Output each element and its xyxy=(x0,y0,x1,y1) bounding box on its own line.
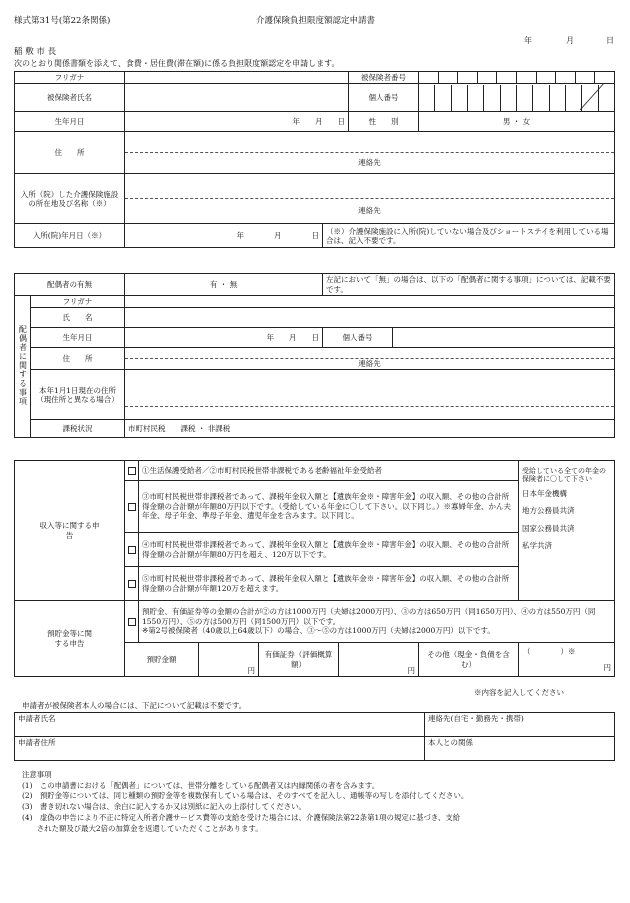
opt4-checkbox[interactable] xyxy=(125,533,139,567)
facility-label: 入所（院）した介護保険施設の所在地及び名称（※） xyxy=(15,174,125,224)
note-item: (1) この申請書における「配偶者」については、世帯分離をしている配偶者又は内縁関係の者を含みます。 xyxy=(22,780,380,790)
note-item: された額及び最大2倍の加算金を返還していただくことがあります。 xyxy=(22,823,263,833)
tax-status-field[interactable]: 市町村民税 課税 ・ 非課税 xyxy=(125,420,615,438)
insured-name-field[interactable] xyxy=(125,84,349,112)
spouse-name-label: 氏 名 xyxy=(31,308,125,328)
opt5-text: ⑤市町村民税世帯非課税者であって、課税年金収入額と【遺族年金※・障害年金】の収入額、その他の合計所得金額の合計額が年額120万を超えます。 xyxy=(139,567,519,601)
date-day: 日 xyxy=(606,36,614,45)
savings-label: 預貯金等に関する申告 xyxy=(15,601,125,677)
applicant-relation-field[interactable]: 本人との関係 xyxy=(425,737,615,761)
income-label: 収入等に関する申告 xyxy=(15,461,125,601)
spouse-birth-field[interactable]: 年 月 日 xyxy=(125,328,323,348)
opt4-text: ④市町村民税世帯非課税者であって、課税年金収入額と【遺族年金※・障害年金】の収入額、その他の合計所得金額の合計額が年額80万円を超え、120万以下です。 xyxy=(139,533,519,567)
intro-text: 次のとおり関係書類を添えて、食費・居住費(滞在額)に係る負担限度額認定を申請します。 xyxy=(14,59,340,68)
entry-note: （※）介護保険施設に入所(院)していない場合及びショートステイを利用している場合は、記入不要です。 xyxy=(323,224,615,248)
opt3-checkbox[interactable] xyxy=(125,481,139,533)
notes-heading: 注意事項 xyxy=(22,770,52,779)
opt1-checkbox[interactable] xyxy=(125,461,139,481)
spouse-personal-no-field[interactable] xyxy=(393,328,615,348)
savings-text: 預貯金、有価証券等の金額の合計が②の方は1000万円（夫婦は2000万円）、③の方は650万円（同1650万円）、④の方は550万円（同1550万円）、⑤の方は500万円（同1500万円）以下です。 ※第2号被保険者（40歳以上64歳以下）の場合、③～⑤の方は1000万円（夫婦は2000万円）以下です。 xyxy=(139,601,615,643)
page-title: 介護保険負担限度額認定申請書 xyxy=(256,16,376,26)
spouse-personal-no-label: 個人番号 xyxy=(323,328,393,348)
applicant-name-field[interactable]: 申請者氏名 xyxy=(15,713,425,737)
applicant-note: 申請者が被保険者本人の場合には、下記について記載は不要です。 xyxy=(22,701,247,710)
diagonal-slash xyxy=(580,84,614,111)
facility-field[interactable]: 連絡先 xyxy=(125,174,615,224)
insured-no-field[interactable] xyxy=(419,72,615,84)
notes-section xyxy=(22,770,468,834)
insured-name-label: 被保険者氏名 xyxy=(15,84,125,112)
spouse-presence-label: 配偶者の有無 xyxy=(15,274,125,296)
entry-date-label: 入所(院)年月日（※） xyxy=(15,224,125,248)
entry-date-field[interactable]: 年 月 日 xyxy=(125,224,323,248)
spouse-jan1-label: 本年1月1日現在の住所（現住所と異なる場合） xyxy=(31,370,125,420)
spouse-presence-field[interactable]: 有 ・ 無 xyxy=(125,274,323,296)
spouse-address-label: 住 所 xyxy=(31,348,125,370)
date-year: 年 xyxy=(524,36,532,45)
opt3-text: ③市町村民税世帯非課税者であって、課税年金収入額と【遺族年金※・障害年金】の収入額、その他の合計所得金額の合計額が年額80万円以下です。（受給している年金に〇して下さい。以下同じ。）※寡婦年金、かん夫年金、母子年金、準母子年金、遺児年金を含みます。以下同じ。 xyxy=(139,481,519,533)
pension-2[interactable]: 地方公務員共済 xyxy=(522,506,575,516)
furigana-label: フリガナ xyxy=(15,72,125,84)
pension-4[interactable]: 私学共済 xyxy=(522,541,553,551)
spouse-presence-note: 左記において「無」の場合は、以下の「配偶者に関する事項」については、記載不要です。 xyxy=(323,274,615,296)
pension-3[interactable]: 国家公務員共済 xyxy=(522,523,575,533)
savings-note: ※内容を記入してください xyxy=(474,688,564,697)
personal-no-field[interactable] xyxy=(419,84,615,112)
note-item: (3) 書き切れない場合は、余白に記入するか又は別紙に記入の上添付してください。 xyxy=(22,802,306,812)
spouse-address-field[interactable]: 連絡先 xyxy=(125,348,615,370)
sex-label: 性 別 xyxy=(349,112,419,132)
furigana-field[interactable] xyxy=(125,72,349,84)
date-month: 月 xyxy=(566,36,574,45)
other-field[interactable]: （ ）※ 円 xyxy=(519,643,615,677)
deposit-field[interactable]: 円 xyxy=(199,643,259,677)
address-field[interactable]: 連絡先 xyxy=(125,132,615,174)
pension-box: 受給している全ての年金の保険者に〇して下さい 日本年金機構 地方公務員共済 国家公務員共済 私学共済 xyxy=(519,461,615,601)
spouse-jan1-field[interactable] xyxy=(125,370,615,420)
securities-field[interactable]: 円 xyxy=(339,643,419,677)
spouse-table xyxy=(14,273,615,438)
pension-1[interactable]: 日本年金機構 xyxy=(522,489,568,499)
other-label: その他（現金・負債を含む） xyxy=(419,643,519,677)
form-number: 様式第31号(第22条関係) xyxy=(14,16,111,26)
addressee: 稲 敷 市 長 xyxy=(14,47,57,57)
opt5-checkbox[interactable] xyxy=(125,567,139,601)
applicant-contact-field[interactable]: 連絡先(自宅・勤務先・携帯) xyxy=(425,713,615,737)
birth-label: 生年月日 xyxy=(15,112,125,132)
address-label: 住 所 xyxy=(15,132,125,174)
insured-no-label: 被保険者番号 xyxy=(349,72,419,84)
sex-field[interactable]: 男 ・ 女 xyxy=(419,112,615,132)
spouse-furigana-label: フリガナ xyxy=(31,296,125,308)
deposit-label: 預貯金額 xyxy=(125,643,199,677)
opt1-text: ①生活保護受給者／②市町村民税世帯非課税である老齢福祉年金受給者 xyxy=(139,461,519,481)
personal-no-label: 個人番号 xyxy=(349,84,419,112)
applicant-table xyxy=(14,712,615,761)
spouse-birth-label: 生年月日 xyxy=(31,328,125,348)
spouse-section-label: 配偶者に関する事項 xyxy=(15,296,31,438)
savings-checkbox[interactable] xyxy=(125,601,139,643)
spouse-name-field[interactable] xyxy=(125,308,615,328)
birth-field[interactable]: 年 月 日 xyxy=(125,112,349,132)
securities-label: 有価証券（評価概算額） xyxy=(259,643,339,677)
applicant-address-field[interactable]: 申請者住所 xyxy=(15,737,425,761)
note-item: (2) 預貯金等については、同じ種類の預貯金等を複数保有している場合は、そのすべてを記入し、通帳等の写しを添付してください。 xyxy=(22,791,469,801)
insured-table xyxy=(14,71,615,248)
income-table xyxy=(14,460,615,677)
note-item: (4) 虚偽の申告により不正に特定入所者介護サービス費等の支給を受けた場合には、介護保険法第22条第1項の規定に基づき、支給 xyxy=(22,812,461,822)
tax-status-label: 課税状況 xyxy=(31,420,125,438)
spouse-furigana-field[interactable] xyxy=(125,296,615,308)
